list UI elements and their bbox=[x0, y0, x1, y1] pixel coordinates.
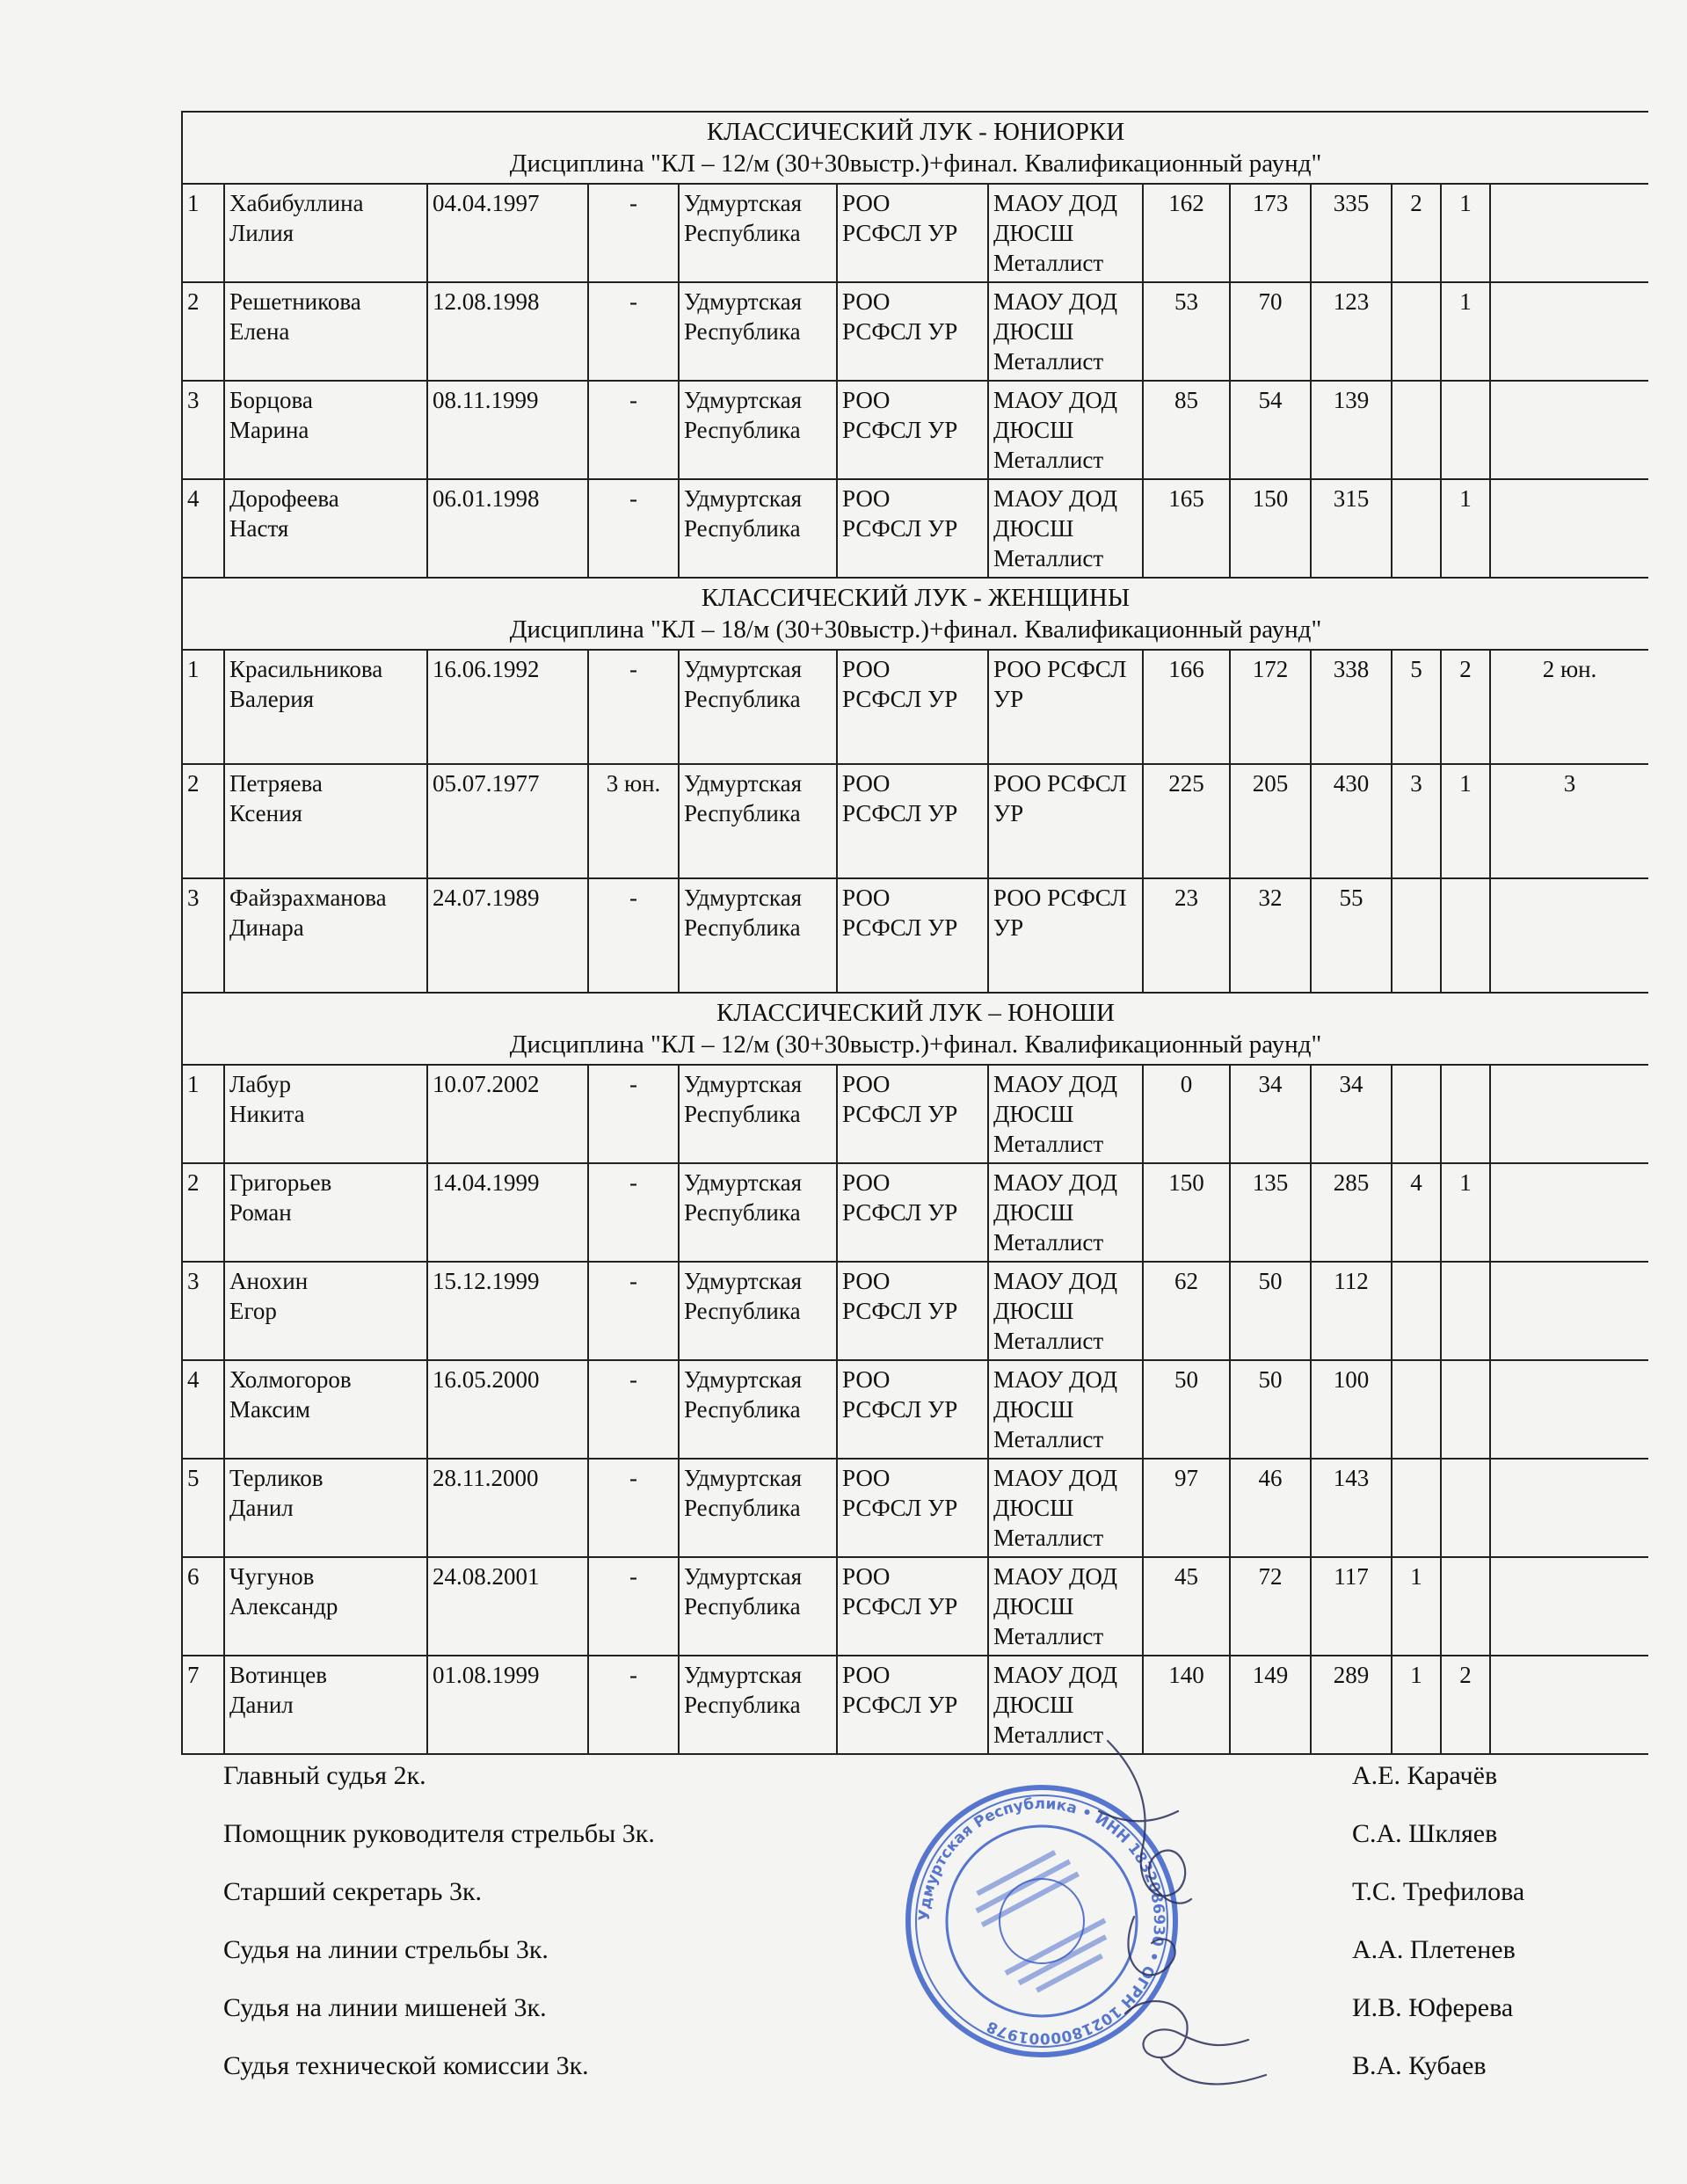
cell-total: 123 bbox=[1311, 282, 1392, 381]
cell-club: МАОУ ДОД ДЮСШ Металлист bbox=[988, 1557, 1143, 1656]
judge-name: С.А. Шкляев bbox=[1352, 1819, 1498, 1848]
cell-org: РОО РСФСЛ УР bbox=[837, 1459, 988, 1557]
judge-role: Судья на линии стрельбы 3к. bbox=[223, 1935, 549, 1964]
cell-c2: 2 bbox=[1441, 650, 1490, 764]
signature-line bbox=[223, 2049, 1630, 2084]
cell-c1 bbox=[1392, 479, 1441, 578]
cell-c2: 1 bbox=[1441, 282, 1490, 381]
cell-c1 bbox=[1392, 1262, 1441, 1360]
cell-name: Решетникова Елена bbox=[224, 282, 427, 381]
cell-org: РОО РСФСЛ УР bbox=[837, 878, 988, 993]
cell-club: МАОУ ДОД ДЮСШ Металлист bbox=[988, 282, 1143, 381]
cell-org: РОО РСФСЛ УР bbox=[837, 1065, 988, 1163]
cell-rank: - bbox=[588, 282, 679, 381]
cell-c2 bbox=[1441, 1557, 1490, 1656]
table-row bbox=[182, 1163, 1648, 1262]
judge-name: А.Е. Карачёв bbox=[1352, 1761, 1498, 1790]
cell-n: 7 bbox=[182, 1656, 224, 1754]
cell-rank: - bbox=[588, 1163, 679, 1262]
cell-dob: 16.05.2000 bbox=[427, 1360, 588, 1459]
cell-c1 bbox=[1392, 381, 1441, 479]
cell-org: РОО РСФСЛ УР bbox=[837, 650, 988, 764]
cell-c3 bbox=[1490, 282, 1648, 381]
cell-name: Красильникова Валерия bbox=[224, 650, 427, 764]
table-row bbox=[182, 184, 1648, 282]
cell-c3 bbox=[1490, 1360, 1648, 1459]
cell-rank: 3 юн. bbox=[588, 764, 679, 878]
cell-region: Удмуртская Республика bbox=[679, 1360, 837, 1459]
cell-dob: 05.07.1977 bbox=[427, 764, 588, 878]
cell-r2: 46 bbox=[1230, 1459, 1311, 1557]
cell-club: МАОУ ДОД ДЮСШ Металлист bbox=[988, 1065, 1143, 1163]
judge-name: И.В. Юферева bbox=[1352, 1993, 1514, 2022]
cell-club: МАОУ ДОД ДЮСШ Металлист bbox=[988, 1656, 1143, 1754]
cell-region: Удмуртская Республика bbox=[679, 1656, 837, 1754]
cell-club: МАОУ ДОД ДЮСШ Металлист bbox=[988, 1163, 1143, 1262]
cell-n: 4 bbox=[182, 1360, 224, 1459]
cell-r1: 150 bbox=[1143, 1163, 1230, 1262]
cell-c3 bbox=[1490, 1262, 1648, 1360]
cell-rank: - bbox=[588, 381, 679, 479]
cell-r1: 0 bbox=[1143, 1065, 1230, 1163]
cell-c1 bbox=[1392, 1459, 1441, 1557]
cell-r2: 70 bbox=[1230, 282, 1311, 381]
cell-region: Удмуртская Республика bbox=[679, 381, 837, 479]
cell-rank: - bbox=[588, 1262, 679, 1360]
cell-n: 6 bbox=[182, 1557, 224, 1656]
cell-dob: 10.07.2002 bbox=[427, 1065, 588, 1163]
cell-c3 bbox=[1490, 1459, 1648, 1557]
cell-region: Удмуртская Республика bbox=[679, 1065, 837, 1163]
cell-club: МАОУ ДОД ДЮСШ Металлист bbox=[988, 381, 1143, 479]
section-title: КЛАССИЧЕСКИЙ ЛУК – ЮНОШИ bbox=[716, 999, 1115, 1027]
cell-c3 bbox=[1490, 878, 1648, 993]
cell-c2: 2 bbox=[1441, 1656, 1490, 1754]
cell-r1: 85 bbox=[1143, 381, 1230, 479]
cell-club: МАОУ ДОД ДЮСШ Металлист bbox=[988, 1360, 1143, 1459]
cell-name: Чугунов Александр bbox=[224, 1557, 427, 1656]
cell-name: Лабур Никита bbox=[224, 1065, 427, 1163]
cell-name: Петряева Ксения bbox=[224, 764, 427, 878]
cell-r1: 23 bbox=[1143, 878, 1230, 993]
cell-c1: 3 bbox=[1392, 764, 1441, 878]
table-row bbox=[182, 1065, 1648, 1163]
cell-n: 5 bbox=[182, 1459, 224, 1557]
section-title: КЛАССИЧЕСКИЙ ЛУК - ЮНИОРКИ bbox=[706, 118, 1125, 146]
judge-role: Помощник руководителя стрельбы 3к. bbox=[223, 1819, 655, 1848]
cell-c2 bbox=[1441, 1262, 1490, 1360]
cell-r1: 97 bbox=[1143, 1459, 1230, 1557]
cell-name: Холмогоров Максим bbox=[224, 1360, 427, 1459]
cell-rank: - bbox=[588, 1360, 679, 1459]
cell-c1 bbox=[1392, 1360, 1441, 1459]
cell-club: РОО РСФСЛ УР bbox=[988, 650, 1143, 764]
cell-name: Файзрахманова Динара bbox=[224, 878, 427, 993]
cell-club: МАОУ ДОД ДЮСШ Металлист bbox=[988, 184, 1143, 282]
cell-n: 2 bbox=[182, 282, 224, 381]
cell-c1: 5 bbox=[1392, 650, 1441, 764]
cell-c3 bbox=[1490, 1065, 1648, 1163]
judge-name: Т.С. Трефилова bbox=[1352, 1877, 1525, 1906]
cell-n: 2 bbox=[182, 1163, 224, 1262]
cell-rank: - bbox=[588, 479, 679, 578]
cell-region: Удмуртская Республика bbox=[679, 282, 837, 381]
section-header-cell bbox=[182, 993, 1648, 1065]
cell-c1 bbox=[1392, 878, 1441, 993]
signature-line bbox=[223, 1875, 1630, 1910]
cell-c2 bbox=[1441, 1065, 1490, 1163]
cell-r1: 45 bbox=[1143, 1557, 1230, 1656]
cell-total: 315 bbox=[1311, 479, 1392, 578]
section-header bbox=[182, 993, 1648, 1065]
cell-rank: - bbox=[588, 184, 679, 282]
section-header bbox=[182, 578, 1648, 650]
cell-c2 bbox=[1441, 878, 1490, 993]
cell-c1: 4 bbox=[1392, 1163, 1441, 1262]
cell-c2: 1 bbox=[1441, 764, 1490, 878]
cell-total: 117 bbox=[1311, 1557, 1392, 1656]
cell-r2: 172 bbox=[1230, 650, 1311, 764]
cell-c2: 1 bbox=[1441, 184, 1490, 282]
cell-c3 bbox=[1490, 1656, 1648, 1754]
cell-total: 430 bbox=[1311, 764, 1392, 878]
judges-signatures bbox=[223, 1758, 1630, 2110]
cell-c3: 3 bbox=[1490, 764, 1648, 878]
cell-n: 1 bbox=[182, 1065, 224, 1163]
table-row bbox=[182, 650, 1648, 764]
cell-name: Вотинцев Данил bbox=[224, 1656, 427, 1754]
cell-org: РОО РСФСЛ УР bbox=[837, 479, 988, 578]
cell-r2: 149 bbox=[1230, 1656, 1311, 1754]
cell-org: РОО РСФСЛ УР bbox=[837, 764, 988, 878]
cell-region: Удмуртская Республика bbox=[679, 764, 837, 878]
cell-org: РОО РСФСЛ УР bbox=[837, 1656, 988, 1754]
cell-c2: 1 bbox=[1441, 479, 1490, 578]
cell-c1: 2 bbox=[1392, 184, 1441, 282]
cell-dob: 14.04.1999 bbox=[427, 1163, 588, 1262]
cell-total: 112 bbox=[1311, 1262, 1392, 1360]
cell-name: Хабибуллина Лилия bbox=[224, 184, 427, 282]
signature-line bbox=[223, 1758, 1630, 1794]
section-header-cell bbox=[182, 112, 1648, 184]
cell-c3 bbox=[1490, 1557, 1648, 1656]
cell-r2: 135 bbox=[1230, 1163, 1311, 1262]
signature-line bbox=[223, 1933, 1630, 1968]
cell-c1 bbox=[1392, 282, 1441, 381]
cell-region: Удмуртская Республика bbox=[679, 878, 837, 993]
table-row bbox=[182, 282, 1648, 381]
cell-r1: 162 bbox=[1143, 184, 1230, 282]
table-row bbox=[182, 479, 1648, 578]
table-row bbox=[182, 764, 1648, 878]
cell-rank: - bbox=[588, 1459, 679, 1557]
cell-r2: 54 bbox=[1230, 381, 1311, 479]
cell-c1: 1 bbox=[1392, 1656, 1441, 1754]
section-discipline: Дисциплина "КЛ – 12/м (30+30выстр.)+финал. Квалификационный раунд" bbox=[509, 1030, 1322, 1059]
cell-org: РОО РСФСЛ УР bbox=[837, 1163, 988, 1262]
cell-org: РОО РСФСЛ УР bbox=[837, 282, 988, 381]
cell-c2 bbox=[1441, 1459, 1490, 1557]
signature-line bbox=[223, 1991, 1630, 2026]
section-header-cell bbox=[182, 578, 1648, 650]
judge-name: А.А. Плетенев bbox=[1352, 1935, 1516, 1964]
cell-c2: 1 bbox=[1441, 1163, 1490, 1262]
judge-role: Главный судья 2к. bbox=[223, 1761, 426, 1790]
cell-r2: 34 bbox=[1230, 1065, 1311, 1163]
cell-dob: 15.12.1999 bbox=[427, 1262, 588, 1360]
judge-role: Судья технической комиссии 3к. bbox=[223, 2051, 589, 2080]
cell-region: Удмуртская Республика bbox=[679, 1459, 837, 1557]
cell-dob: 24.08.2001 bbox=[427, 1557, 588, 1656]
cell-dob: 01.08.1999 bbox=[427, 1656, 588, 1754]
cell-r1: 62 bbox=[1143, 1262, 1230, 1360]
cell-total: 289 bbox=[1311, 1656, 1392, 1754]
results-table bbox=[181, 111, 1648, 1755]
cell-name: Анохин Егор bbox=[224, 1262, 427, 1360]
cell-dob: 12.08.1998 bbox=[427, 282, 588, 381]
cell-dob: 16.06.1992 bbox=[427, 650, 588, 764]
stamp-outer-text: Удмуртская Республика • ИНН 1832086930 • ОГРН 1021800001978 bbox=[915, 1795, 1168, 2048]
cell-region: Удмуртская Республика bbox=[679, 1557, 837, 1656]
cell-rank: - bbox=[588, 878, 679, 993]
cell-dob: 08.11.1999 bbox=[427, 381, 588, 479]
cell-rank: - bbox=[588, 1656, 679, 1754]
cell-club: МАОУ ДОД ДЮСШ Металлист bbox=[988, 1459, 1143, 1557]
section-header bbox=[182, 112, 1648, 184]
cell-club: РОО РСФСЛ УР bbox=[988, 764, 1143, 878]
cell-r1: 166 bbox=[1143, 650, 1230, 764]
cell-org: РОО РСФСЛ УР bbox=[837, 1262, 988, 1360]
table-row bbox=[182, 1656, 1648, 1754]
cell-r1: 53 bbox=[1143, 282, 1230, 381]
cell-region: Удмуртская Республика bbox=[679, 184, 837, 282]
table-row bbox=[182, 381, 1648, 479]
cell-r1: 140 bbox=[1143, 1656, 1230, 1754]
cell-c2 bbox=[1441, 1360, 1490, 1459]
cell-total: 55 bbox=[1311, 878, 1392, 993]
cell-c2 bbox=[1441, 381, 1490, 479]
section-title: КЛАССИЧЕСКИЙ ЛУК - ЖЕНЩИНЫ bbox=[701, 584, 1131, 612]
cell-region: Удмуртская Республика bbox=[679, 479, 837, 578]
table-row bbox=[182, 878, 1648, 993]
cell-name: Терликов Данил bbox=[224, 1459, 427, 1557]
cell-dob: 28.11.2000 bbox=[427, 1459, 588, 1557]
judge-role: Старший секретарь 3к. bbox=[223, 1877, 483, 1906]
cell-total: 285 bbox=[1311, 1163, 1392, 1262]
cell-org: РОО РСФСЛ УР bbox=[837, 381, 988, 479]
signature-line bbox=[223, 1816, 1630, 1852]
cell-r1: 225 bbox=[1143, 764, 1230, 878]
section-discipline: Дисциплина "КЛ – 18/м (30+30выстр.)+финал. Квалификационный раунд" bbox=[509, 615, 1322, 644]
cell-region: Удмуртская Республика bbox=[679, 650, 837, 764]
section-discipline: Дисциплина "КЛ – 12/м (30+30выстр.)+финал. Квалификационный раунд" bbox=[509, 149, 1322, 178]
table-row bbox=[182, 1360, 1648, 1459]
cell-n: 3 bbox=[182, 878, 224, 993]
cell-club: МАОУ ДОД ДЮСШ Металлист bbox=[988, 1262, 1143, 1360]
cell-rank: - bbox=[588, 1557, 679, 1656]
cell-rank: - bbox=[588, 1065, 679, 1163]
table-row bbox=[182, 1557, 1648, 1656]
cell-r2: 150 bbox=[1230, 479, 1311, 578]
cell-dob: 24.07.1989 bbox=[427, 878, 588, 993]
cell-n: 4 bbox=[182, 479, 224, 578]
cell-r1: 165 bbox=[1143, 479, 1230, 578]
cell-rank: - bbox=[588, 650, 679, 764]
cell-c3: 2 юн. bbox=[1490, 650, 1648, 764]
cell-c1: 1 bbox=[1392, 1557, 1441, 1656]
cell-c3 bbox=[1490, 1163, 1648, 1262]
cell-org: РОО РСФСЛ УР bbox=[837, 1360, 988, 1459]
cell-total: 338 bbox=[1311, 650, 1392, 764]
cell-dob: 04.04.1997 bbox=[427, 184, 588, 282]
cell-total: 335 bbox=[1311, 184, 1392, 282]
cell-org: РОО РСФСЛ УР bbox=[837, 1557, 988, 1656]
table-row bbox=[182, 1459, 1648, 1557]
cell-region: Удмуртская Республика bbox=[679, 1163, 837, 1262]
cell-total: 139 bbox=[1311, 381, 1392, 479]
cell-dob: 06.01.1998 bbox=[427, 479, 588, 578]
cell-r1: 50 bbox=[1143, 1360, 1230, 1459]
cell-r2: 173 bbox=[1230, 184, 1311, 282]
cell-org: РОО РСФСЛ УР bbox=[837, 184, 988, 282]
cell-r2: 50 bbox=[1230, 1360, 1311, 1459]
cell-c3 bbox=[1490, 381, 1648, 479]
cell-name: Дорофеева Настя bbox=[224, 479, 427, 578]
cell-r2: 50 bbox=[1230, 1262, 1311, 1360]
cell-r2: 32 bbox=[1230, 878, 1311, 993]
cell-n: 1 bbox=[182, 184, 224, 282]
cell-total: 100 bbox=[1311, 1360, 1392, 1459]
cell-n: 3 bbox=[182, 381, 224, 479]
cell-club: РОО РСФСЛ УР bbox=[988, 878, 1143, 993]
cell-c3 bbox=[1490, 184, 1648, 282]
cell-region: Удмуртская Республика bbox=[679, 1262, 837, 1360]
cell-n: 1 bbox=[182, 650, 224, 764]
cell-r2: 72 bbox=[1230, 1557, 1311, 1656]
judge-role: Судья на линии мишеней 3к. bbox=[223, 1993, 547, 2022]
cell-club: МАОУ ДОД ДЮСШ Металлист bbox=[988, 479, 1143, 578]
cell-n: 2 bbox=[182, 764, 224, 878]
judge-name: В.А. Кубаев bbox=[1352, 2051, 1487, 2080]
cell-c1 bbox=[1392, 1065, 1441, 1163]
cell-name: Борцова Марина bbox=[224, 381, 427, 479]
cell-n: 3 bbox=[182, 1262, 224, 1360]
cell-name: Григорьев Роман bbox=[224, 1163, 427, 1262]
cell-total: 34 bbox=[1311, 1065, 1392, 1163]
cell-r2: 205 bbox=[1230, 764, 1311, 878]
cell-c3 bbox=[1490, 479, 1648, 578]
table-row bbox=[182, 1262, 1648, 1360]
cell-total: 143 bbox=[1311, 1459, 1392, 1557]
